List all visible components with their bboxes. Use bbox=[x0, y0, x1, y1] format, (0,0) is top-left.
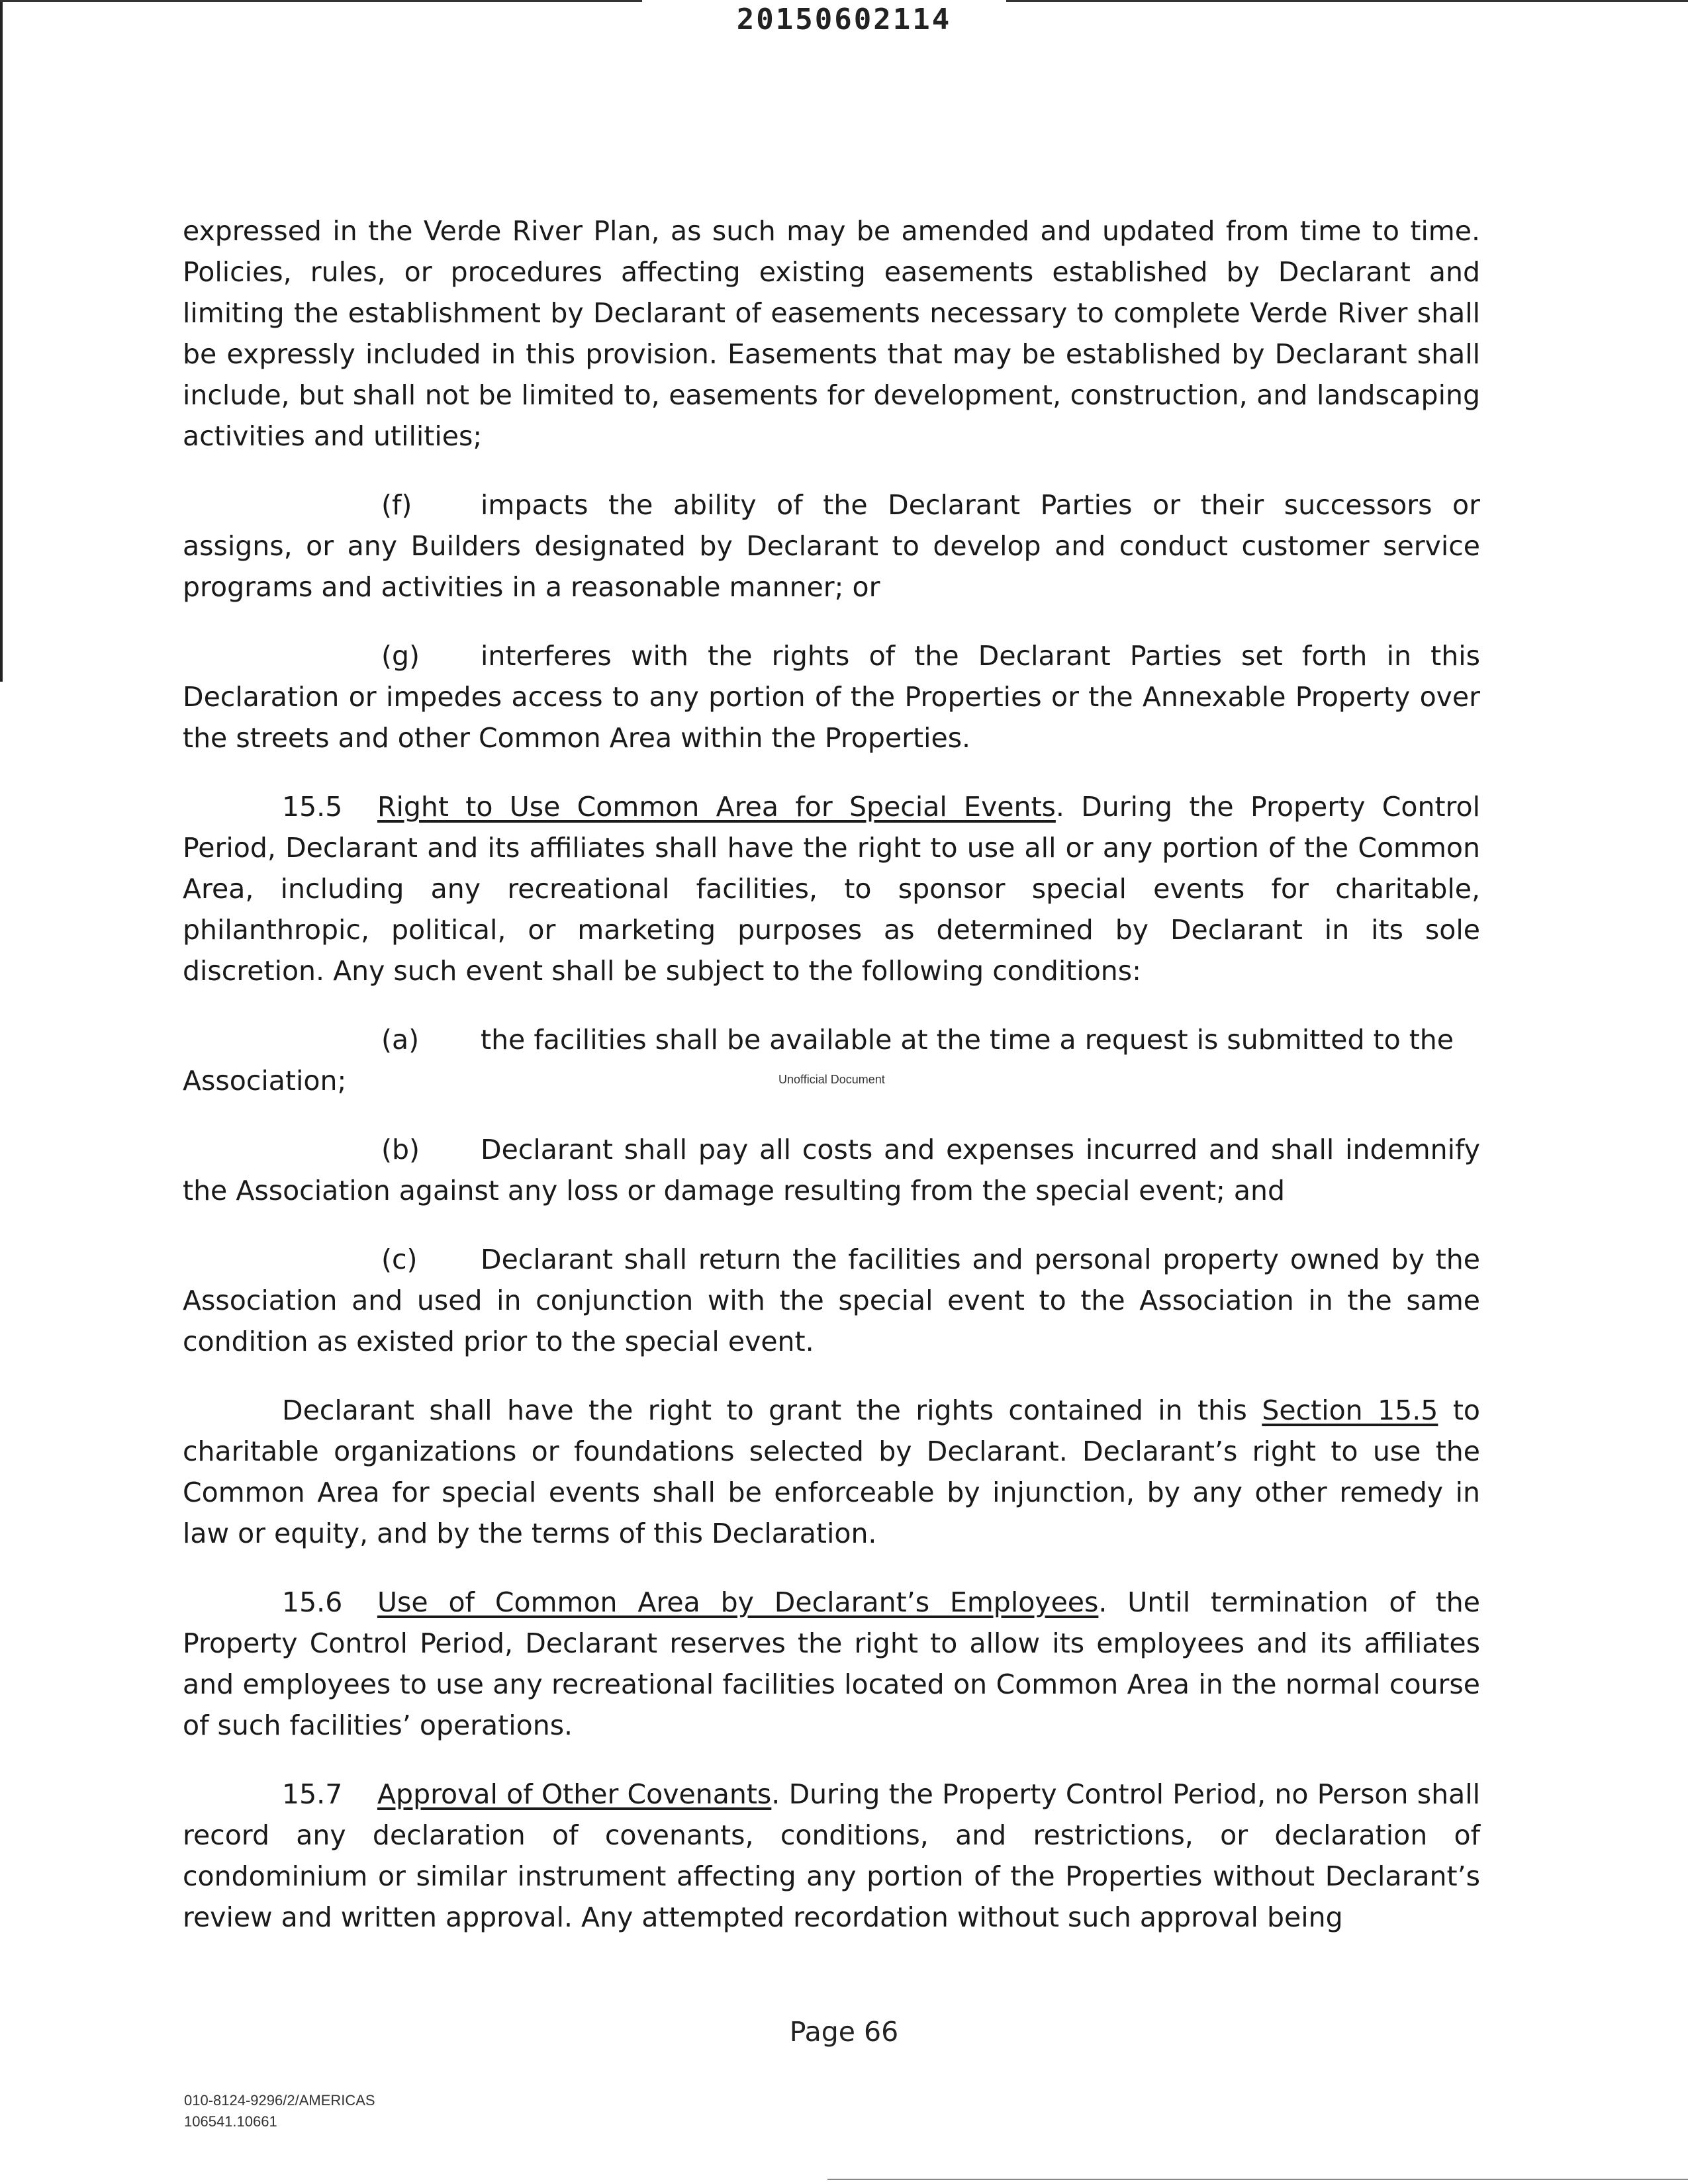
top-rule-left bbox=[0, 0, 642, 2]
document-number: 20150602114 bbox=[736, 3, 952, 36]
unofficial-watermark: Unofficial Document bbox=[778, 1073, 885, 1086]
section-15-5-number: 15.5 bbox=[282, 791, 343, 823]
section-15-6 bbox=[183, 1582, 1480, 1746]
clause-g-text: interferes with the rights of the Declarant Parties set forth in this Declaration or impedes access to any portion of the Properties or the Annexable Property over the streets and other Common Area within the Properties. bbox=[183, 640, 1480, 754]
section-15-7-number: 15.7 bbox=[282, 1778, 343, 1810]
clause-b-text: Declarant shall pay all costs and expenses incurred and shall indemnify the Association against any loss or damage resulting from the special event; and bbox=[183, 1134, 1480, 1206]
section-15-5 bbox=[183, 786, 1480, 991]
section-15-7 bbox=[183, 1774, 1480, 1938]
scan-left-edge bbox=[0, 0, 3, 682]
clause-g-label: (g) bbox=[381, 640, 420, 672]
section-15-7-text: . During the Property Control Period, no Person shall record any declaration of covenants, conditions, and restrictions, or declaration of condominium or similar instrument affecting any portion of the Properties without Declarant’s review and written approval. Any attempted recordation without such approval being bbox=[183, 1778, 1480, 1933]
section-15-6-text: . Until termination of the Property Control Period, Declarant reserves the right to allow its employees and its affiliates and employees to use any recreational facilities located on Common Area in the normal course of such facilities’ operations. bbox=[183, 1586, 1480, 1741]
section-15-6-number: 15.6 bbox=[282, 1586, 343, 1618]
clause-f-text: impacts the ability of the Declarant Parties or their successors or assigns, or any Builders designated by Declarant to develop and conduct customer service programs and activities in a reasonable manner; or bbox=[183, 489, 1480, 603]
footer-doc-id bbox=[184, 2090, 375, 2132]
clause-f-label: (f) bbox=[381, 489, 412, 521]
clause-a-text-end: Association; bbox=[183, 1065, 347, 1097]
top-rule-right bbox=[1006, 0, 1688, 2]
footer-line-1: 010-8124-9296/2/AMERICAS bbox=[184, 2092, 375, 2109]
clause-a-continuation bbox=[183, 1060, 1480, 1101]
clause-g bbox=[183, 635, 1480, 758]
document-body bbox=[183, 210, 1480, 1938]
page-number: Page 66 bbox=[789, 2016, 899, 2048]
grant-text-pre: Declarant shall have the right to grant the rights contained in this bbox=[282, 1394, 1247, 1426]
clause-b-label: (b) bbox=[381, 1134, 420, 1165]
intro-paragraph: expressed in the Verde River Plan, as such may be amended and updated from time to time. Policies, rules, or procedures affecting existing easements established by Declarant and limiting the establishment by Declarant of easements necessary to complete Verde River shall be expressly included in this provision. Easements that may be established by Declarant shall include, but shall not be limited to, easements for development, construction, and landscaping activities and utilities; bbox=[183, 215, 1480, 452]
bottom-rule bbox=[827, 2179, 1688, 2180]
section-15-5-reference: Section 15.5 bbox=[1262, 1394, 1438, 1426]
clause-c bbox=[183, 1239, 1480, 1362]
clause-a bbox=[183, 1019, 1480, 1060]
section-15-5-title: Right to Use Common Area for Special Events bbox=[377, 791, 1056, 823]
section-15-7-title: Approval of Other Covenants bbox=[377, 1778, 772, 1810]
grant-text-post: to charitable organizations or foundations selected by Declarant. Declarant’s right to use the Common Area for special events shall be enforceable by injunction, by any other remedy in law or equity, and by the terms of this Declaration. bbox=[183, 1394, 1480, 1549]
clause-f bbox=[183, 484, 1480, 608]
grant-paragraph bbox=[183, 1390, 1480, 1554]
clause-b bbox=[183, 1129, 1480, 1211]
clause-a-label: (a) bbox=[381, 1024, 420, 1056]
section-15-6-title: Use of Common Area by Declarant’s Employees bbox=[377, 1586, 1099, 1618]
clause-c-text: Declarant shall return the facilities and personal property owned by the Association and used in conjunction with the special event to the Association in the same condition as existed prior to the special event. bbox=[183, 1244, 1480, 1357]
clause-a-text: the facilities shall be available at the time a request is submitted to the bbox=[481, 1024, 1454, 1056]
section-15-5-text: . During the Property Control Period, Declarant and its affiliates shall have the right to use all or any portion of the Common Area, including any recreational facilities, to sponsor special events for charitable, philanthropic, political, or marketing purposes as determined by Declarant in its sole discretion. Any such event shall be subject to the following conditions: bbox=[183, 791, 1480, 987]
footer-line-2: 106541.10661 bbox=[184, 2113, 277, 2130]
clause-c-label: (c) bbox=[381, 1244, 418, 1275]
